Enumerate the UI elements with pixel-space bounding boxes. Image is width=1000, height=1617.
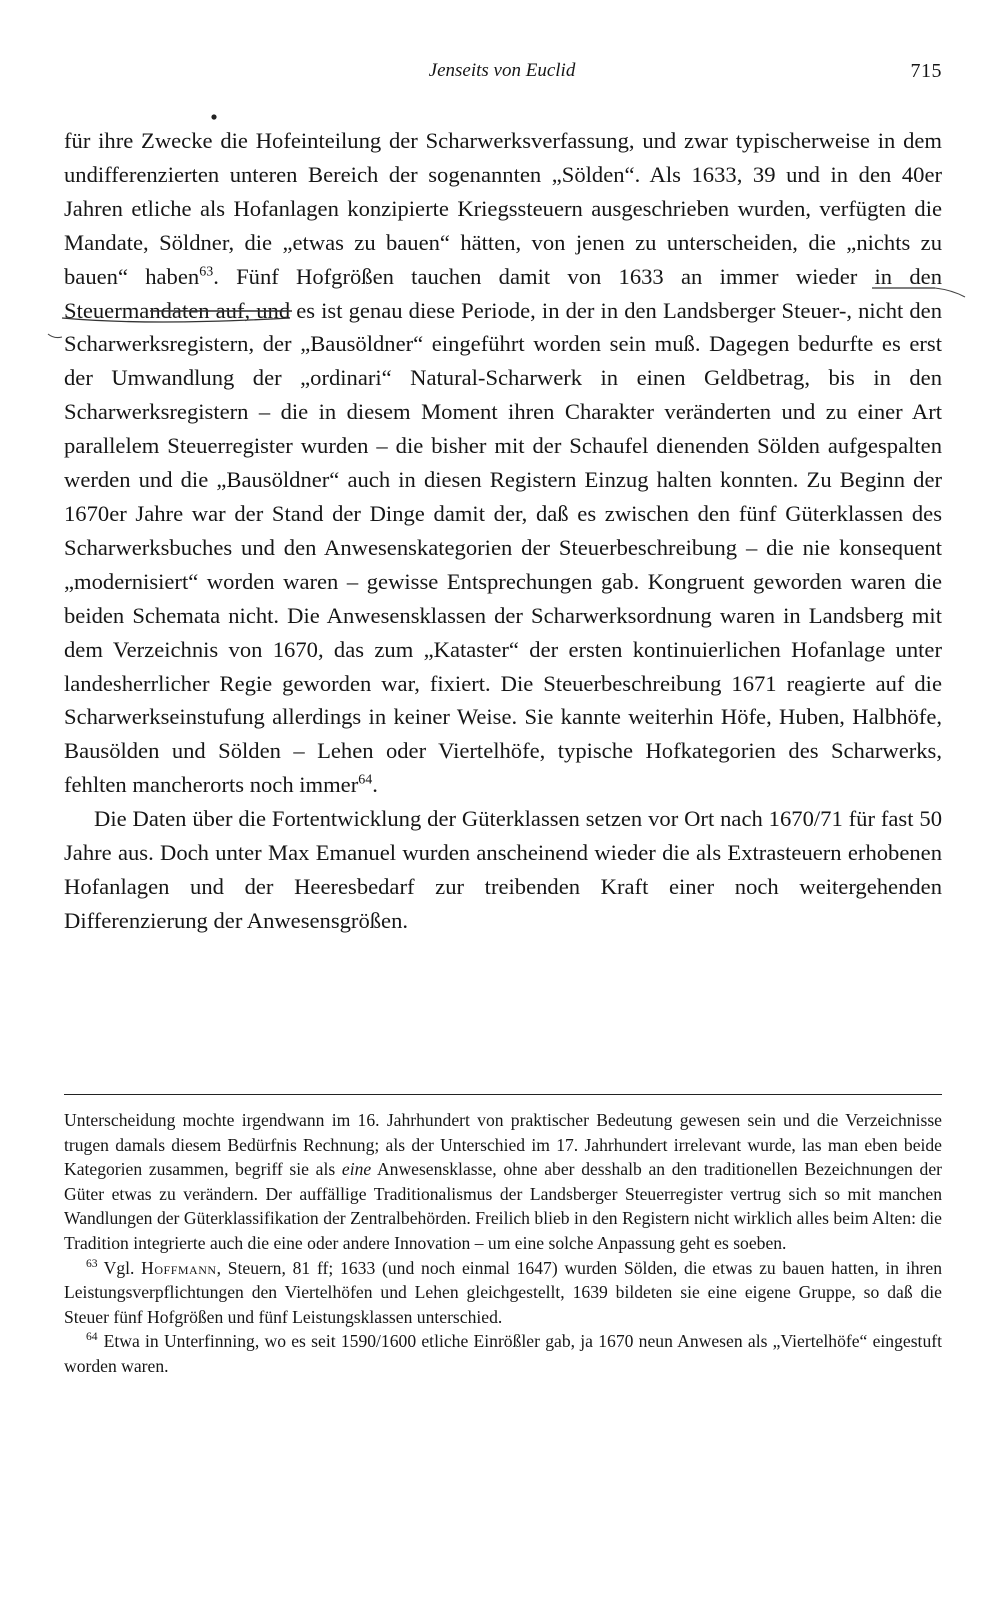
- running-title: Jenseits von Euclid: [428, 60, 576, 81]
- paragraph-2: Die Daten über die Fortentwicklung der Güterklassen setzen vor Ort nach 1670/71 für fast 50 Jahre aus. Doch unter Max Emanuel wurden anscheinend wieder die als Extrasteuern erhobenen Hofanlagen und der Heeresbedarf zur treibenden Kraft einer noch weitergehenden Differenzierung der Anwesensgrößen.: [64, 806, 942, 933]
- pencil-dot-mark: [211, 114, 216, 119]
- pencil-hook-mark: [48, 334, 62, 338]
- paragraph-1-part-b: . Fünf Hofgrößen tauchen damit von 1633 an immer wieder in den Steuermandaten auf, und es ist genau diese Periode, in der in den Landsberger Steuer-, nicht den Scharwerksregistern, der „Bausöldner“ eingeführt worden sein muß. Dagegen bedurfte es erst der Umwandlung der „ordinari“ Natural-Scharwerk in einen Geldbetrag, bis in den Scharwerksregistern – die in diesem Moment ihren Charakter veränderten und zu einer Art parallelem Steuerregister wurden – die bisher mit der Schaufel dienenden Sölden aufgespalten werden und die „Bausöldner“ auch in diesen Registern Einzug halten konnten. Zu Beginn der 1670er Jahre war der Stand der Dinge damit der, daß es zwischen den fünf Güterklassen des Scharwerksbuches und den Anwesenskategorien der Steuerbeschreibung – die nie konsequent „modernisiert“ worden waren – gewisse Entsprechungen gab. Kongruent geworden waren die beiden Schemata nicht. Die Anwesensklassen der Scharwerksordnung waren in Landsberg mit dem Verzeichnis von 1670, das zum „Kataster“ der ersten kontinuierlichen Hofanlage unter landesherrlicher Regie geworden war, fixiert. Die Steuerbeschreibung 1671 reagierte auf die Scharwerkseinstufung allerdings in keiner Weise. Sie kannte weiterhin Höfe, Huben, Halbhöfe, Bausölden und Sölden – Lehen oder Viertelhöfe, typische Hofkategorien des Scharwerks, fehlten mancherorts noch immer: [64, 263, 942, 798]
- main-text: [64, 124, 942, 938]
- page-number: 715: [910, 60, 942, 82]
- footnotes: [64, 1108, 942, 1379]
- footnote-continued-part-a: Unterscheidung mochte irgendwann im 16. Jahrhundert von praktischer Bedeutung gewesen sein und die Verzeichnisse trugen damals diesem Bedürfnis Rechnung; als der Unterschied im 17. Jahrhundert irrelevant wurde, las man eben beide Kategorien zusammen, begriff sie als: [64, 1110, 942, 1180]
- footnote-rule: [64, 1094, 942, 1095]
- footnote-ref-63: 63: [199, 264, 214, 280]
- footnote-64-text: Etwa in Unterfinning, wo es seit 1590/1600 etliche Einrößler gab, ja 1670 neun Anwesen als „Viertelhöfe“ eingestuft worden waren.: [64, 1331, 942, 1376]
- footnote-continued: [64, 1108, 942, 1256]
- footnote-63-author: Hoffmann: [141, 1257, 217, 1278]
- footnote-continued-emphasis: eine: [341, 1159, 372, 1180]
- paragraph-1-part-c: .: [372, 772, 378, 798]
- footnote-63-text: , Steuern, 81 ff; 1633 (und noch einmal 1647) wurden Sölden, die etwas zu bauen hatten, in ihren Leistungsverpflichtungen den Viertelhöfen und Lehen gleichgestellt, 1639 bildeten sie eine eigene Gruppe, so daß die Steuer fünf Hofgrößen und fünf Leistungsklassen unterschied.: [64, 1257, 942, 1327]
- footnote-ref-64: 64: [358, 772, 373, 788]
- footnote-63-pre: Vgl.: [103, 1257, 142, 1278]
- footnote-continued-part-b: Anwesensklasse, ohne aber desshalb an den traditionellen Bezeichnungen der Güter etwas zu verändern. Der auffällige Traditionalismus der Landsberger Steuerregister vertrug sich so mit manchen Wandlungen der Güterklassifikation der Zentralbehörden. Freilich blieb in den Registern nicht wirklich alles beim Alten: die Tradition integrierte auch die eine oder andere Innovation – um eine solche Anpassung geht es soeben.: [64, 1159, 942, 1253]
- paragraph-1-part-a: für ihre Zwecke die Hofeinteilung der Scharwerksverfassung, und zwar typischerweise in dem undifferenzierten unteren Bereich der sogenannten „Sölden“. Als 1633, 39 und in den 40er Jahren etliche als Hofanlagen konzipierte Kriegssteuern ausgeschrieben wurden, verfügten die Mandate, Söldner, die „etwas zu bauen“ hätten, von jenen zu unterscheiden, die „nichts zu bauen“ haben: [64, 128, 942, 289]
- footnote-63: [64, 1256, 942, 1330]
- footnote-63-mark: 63: [86, 1256, 98, 1270]
- paragraph-1: [64, 124, 942, 802]
- footnote-64-mark: 64: [86, 1330, 98, 1344]
- footnote-64: [64, 1329, 942, 1378]
- running-head: [62, 58, 942, 88]
